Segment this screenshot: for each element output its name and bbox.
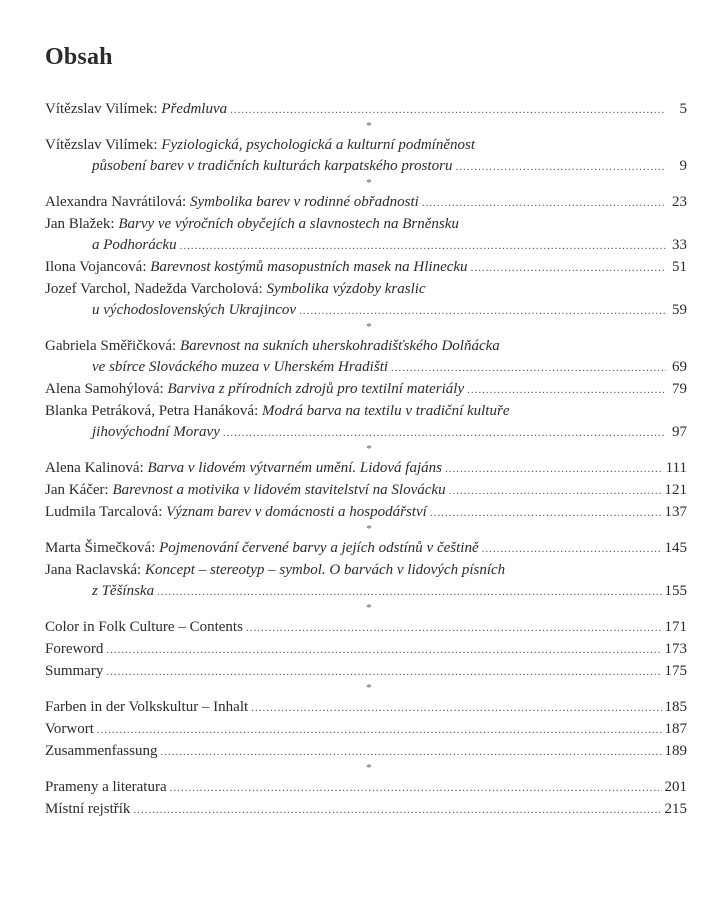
toc-entry-line [45, 560, 687, 581]
toc-group [45, 458, 687, 524]
toc-entry-text [45, 502, 427, 523]
toc-title: Barevnost a motivika v lidovém stavitelství na Slovácku [112, 482, 446, 498]
toc-group [45, 336, 687, 444]
toc-entry-line [45, 502, 687, 524]
toc-entry-text [45, 99, 227, 120]
toc-entry [45, 279, 687, 322]
page-number: 155 [664, 583, 687, 599]
toc-entry-continuation [45, 357, 687, 379]
dot-leader [445, 459, 663, 480]
page-number: 175 [664, 663, 687, 679]
dot-leader [160, 742, 661, 763]
page-number: 137 [664, 504, 687, 520]
toc-entry-text [45, 336, 500, 357]
dot-leader [106, 662, 661, 683]
dot-leader [430, 503, 662, 524]
page-number: 79 [672, 381, 687, 397]
toc-entry [45, 257, 687, 279]
page-title: Obsah [45, 44, 113, 70]
page-number: 185 [664, 699, 687, 715]
page-number: 69 [672, 359, 687, 375]
page-number: 201 [664, 779, 687, 795]
dot-leader [180, 236, 666, 257]
toc-entry-text [92, 156, 453, 177]
dot-leader [157, 582, 661, 603]
toc-entry-text [45, 719, 94, 740]
toc-entry-text [45, 741, 157, 762]
toc-title: Zusammenfassung [45, 743, 158, 759]
toc-entry-text [92, 300, 296, 321]
toc-entry-continuation [45, 235, 687, 257]
toc-entry-text [45, 697, 248, 718]
toc-entry-continuation [45, 422, 687, 444]
toc-entry-text [92, 422, 220, 443]
toc-title: ve sbírce Slováckého muzea v Uherském Hradišti [92, 359, 389, 375]
dot-leader [251, 698, 661, 719]
toc-title: Color in Folk Culture – Contents [45, 619, 243, 635]
toc-author: Jan Káčer: [45, 482, 109, 498]
toc-entry [45, 192, 687, 214]
toc-entry-text [45, 257, 468, 278]
toc-group [45, 538, 687, 603]
toc-entry [45, 336, 687, 379]
toc-entry [45, 458, 687, 480]
toc-entry-text [45, 777, 167, 798]
toc-entry [45, 99, 687, 121]
toc-entry [45, 697, 687, 719]
page-number: 187 [664, 721, 687, 737]
page-number: 97 [672, 424, 687, 440]
toc-entry-text [92, 235, 177, 256]
toc-title: Předmluva [161, 101, 228, 117]
dot-leader [246, 618, 662, 639]
toc-entry [45, 617, 687, 639]
toc-author: Vítězslav Vilímek: [45, 137, 158, 153]
page-number: 215 [664, 801, 687, 817]
table-of-contents [45, 99, 687, 821]
toc-entry-text [45, 379, 464, 400]
toc-author: Ludmila Tarcalová: [45, 504, 163, 520]
toc-entry-line [45, 135, 687, 156]
toc-group [45, 777, 687, 821]
toc-entry-text [92, 581, 154, 602]
toc-entry-text [45, 799, 130, 820]
section-separator: * [366, 321, 372, 333]
section-separator: * [366, 762, 372, 774]
toc-group [45, 99, 687, 121]
toc-title: Barva v lidovém výtvarném umění. Lidová fajáns [147, 460, 442, 476]
toc-entry-line [45, 777, 687, 799]
toc-title: Pojmenování červené barvy a jejích odstínů v češtině [159, 540, 479, 556]
toc-author: Alexandra Navrátilová: [45, 194, 187, 210]
toc-entry [45, 379, 687, 401]
toc-title: Farben in der Volkskultur – Inhalt [45, 699, 249, 715]
page-number: 5 [679, 101, 687, 117]
toc-title: Význam barev v domácnosti a hospodářství [166, 504, 427, 520]
page-number: 171 [664, 619, 687, 635]
toc-entry-line [45, 741, 687, 763]
toc-title: Summary [45, 663, 104, 679]
toc-entry-line [45, 379, 687, 401]
toc-entry-text [45, 480, 446, 501]
page-number: 111 [665, 460, 687, 476]
toc-entry [45, 480, 687, 502]
toc-entry-line [45, 401, 687, 422]
toc-entry [45, 560, 687, 603]
toc-entry-line [45, 336, 687, 357]
toc-title: Vorwort [45, 721, 94, 737]
toc-entry-line [45, 458, 687, 480]
section-separator: * [366, 443, 372, 455]
page-number: 59 [672, 302, 687, 318]
dot-leader [456, 157, 667, 178]
toc-author: Blanka Petráková, Petra Hanáková: [45, 403, 259, 419]
page-number: 33 [672, 237, 687, 253]
toc-entry [45, 639, 687, 661]
dot-leader [170, 778, 662, 799]
toc-title: Místní rejstřík [45, 801, 131, 817]
toc-entry-continuation [45, 581, 687, 603]
toc-title: Symbolika výzdoby kraslic [266, 281, 426, 297]
toc-author: Ilona Vojancová: [45, 259, 147, 275]
toc-title: z Těšínska [92, 583, 155, 599]
toc-entry-line [45, 617, 687, 639]
toc-entry-line [45, 639, 687, 661]
toc-entry-continuation [45, 156, 687, 178]
dot-leader [391, 358, 666, 379]
section-separator: * [366, 177, 372, 189]
dot-leader [106, 640, 661, 661]
page-number: 121 [664, 482, 687, 498]
toc-entry-line [45, 480, 687, 502]
dot-leader [133, 800, 661, 821]
toc-title: Fyziologická, psychologická a kulturní podmíněnost [161, 137, 476, 153]
toc-entry [45, 401, 687, 444]
toc-group [45, 617, 687, 683]
toc-title: u východoslovenských Ukrajincov [92, 302, 297, 318]
toc-entry-line [45, 257, 687, 279]
toc-entry-text [45, 401, 509, 422]
toc-entry [45, 741, 687, 763]
toc-title: Barevnost na sukních uherskohradišťského Dolňácka [179, 338, 500, 354]
toc-author: Marta Šimečková: [45, 540, 156, 556]
section-separator: * [366, 682, 372, 694]
dot-leader [422, 193, 666, 214]
dot-leader [230, 100, 666, 121]
toc-title: Prameny a literatura [45, 779, 167, 795]
toc-title: Foreword [45, 641, 104, 657]
dot-leader [449, 481, 662, 502]
toc-author: Alena Samohýlová: [45, 381, 164, 397]
toc-title: Barevnost kostýmů masopustních masek na Hlinecku [150, 259, 468, 275]
toc-author: Jozef Varchol, Nadežda Varcholová: [45, 281, 263, 297]
toc-author: Jana Raclavská: [45, 562, 142, 578]
toc-author: Vítězslav Vilímek: [45, 101, 158, 117]
toc-entry [45, 135, 687, 178]
toc-title: Symbolika barev v rodinné obřadnosti [189, 194, 419, 210]
dot-leader [471, 258, 666, 279]
toc-title: a Podhorácku [92, 237, 177, 253]
section-separator: * [366, 120, 372, 132]
toc-entry-text [92, 357, 388, 378]
toc-entry-text [45, 617, 243, 638]
toc-group [45, 135, 687, 178]
toc-entry-line [45, 99, 687, 121]
toc-entry-line [45, 214, 687, 235]
dot-leader [223, 423, 666, 444]
toc-author: Gabriela Směřičková: [45, 338, 177, 354]
toc-entry [45, 799, 687, 821]
toc-title: jihovýchodní Moravy [92, 424, 220, 440]
dot-leader [482, 539, 662, 560]
toc-entry [45, 719, 687, 741]
page-number: 189 [664, 743, 687, 759]
toc-title: Modrá barva na textilu v tradiční kultuře [262, 403, 510, 419]
toc-entry-text [45, 538, 479, 559]
dot-leader [299, 301, 666, 322]
toc-entry-continuation [45, 300, 687, 322]
toc-author: Alena Kalinová: [45, 460, 144, 476]
toc-entry-line [45, 799, 687, 821]
dot-leader [97, 720, 662, 741]
page-number: 23 [672, 194, 687, 210]
toc-entry-line [45, 661, 687, 683]
toc-entry [45, 502, 687, 524]
toc-entry-line [45, 697, 687, 719]
toc-entry-text [45, 661, 103, 682]
toc-author: Jan Blažek: [45, 216, 115, 232]
toc-group [45, 192, 687, 322]
section-separator: * [366, 602, 372, 614]
page-number: 9 [679, 158, 687, 174]
toc-entry-text [45, 458, 442, 479]
toc-entry [45, 777, 687, 799]
toc-entry [45, 214, 687, 257]
toc-group [45, 697, 687, 763]
toc-entry-text [45, 279, 426, 300]
page-number: 51 [672, 259, 687, 275]
dot-leader [467, 380, 666, 401]
toc-entry-line [45, 538, 687, 560]
toc-entry-line [45, 279, 687, 300]
toc-title: působení barev v tradičních kulturách karpatského prostoru [92, 158, 453, 174]
toc-title: Barvy ve výročních obyčejích a slavnostech na Brněnsku [118, 216, 459, 232]
page-number: 145 [664, 540, 687, 556]
toc-entry-line [45, 719, 687, 741]
toc-title: Barviva z přírodních zdrojů pro textilní materiály [167, 381, 465, 397]
toc-entry-text [45, 214, 459, 235]
section-separator: * [366, 523, 372, 535]
toc-entry-text [45, 560, 505, 581]
toc-entry-text [45, 135, 475, 156]
toc-title: Koncept – stereotyp – symbol. O barvách v lidových písních [144, 562, 506, 578]
page-number: 173 [664, 641, 687, 657]
toc-entry-line [45, 192, 687, 214]
toc-entry [45, 661, 687, 683]
toc-entry-text [45, 192, 419, 213]
toc-entry-text [45, 639, 103, 660]
toc-entry [45, 538, 687, 560]
